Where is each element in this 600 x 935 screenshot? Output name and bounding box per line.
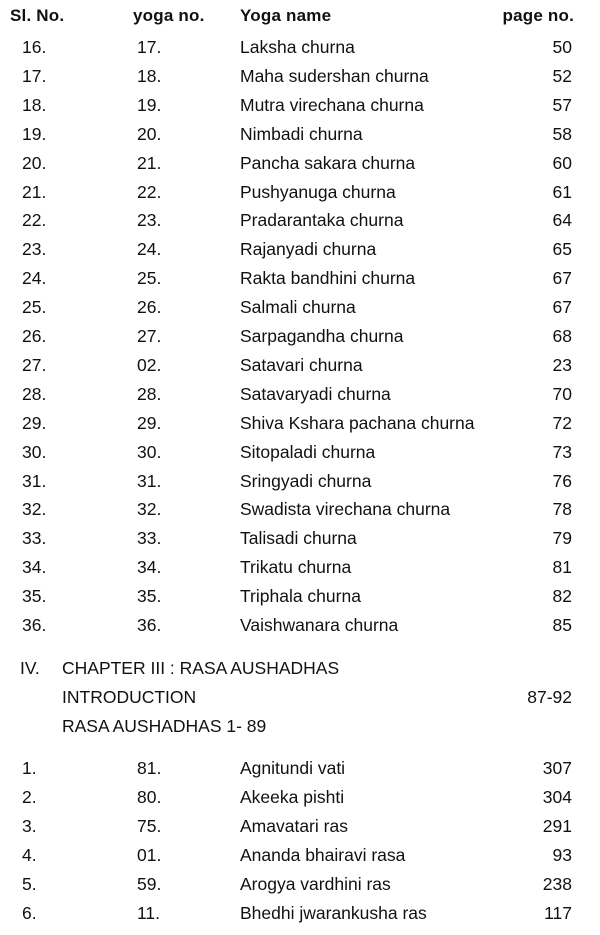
index-row [0, 210, 600, 239]
yoga-number: 81. [137, 758, 162, 778]
sl-number: 19. [22, 123, 47, 144]
sl-number: 24. [22, 268, 47, 289]
yoga-number: 21. [137, 152, 162, 173]
yoga-number: 25. [137, 268, 162, 289]
page-number: 23 [552, 354, 572, 375]
index-row [0, 182, 600, 211]
yoga-number: 28. [137, 383, 162, 404]
page-number: 73 [552, 441, 572, 462]
yoga-number: 30. [137, 441, 162, 462]
page-number: 67 [552, 268, 572, 289]
page-number: 70 [552, 383, 572, 404]
sl-number: 1. [22, 758, 37, 778]
index-row [0, 384, 600, 413]
sl-number: 34. [22, 557, 47, 578]
index-row [0, 758, 600, 787]
yoga-number: 01. [137, 845, 162, 865]
index-row [0, 297, 600, 326]
yoga-name: Satavari churna [240, 354, 363, 375]
yoga-number: 24. [137, 239, 162, 260]
page-number: 67 [552, 297, 572, 318]
yoga-name: Pancha sakara churna [240, 152, 416, 173]
index-row [0, 124, 600, 153]
sl-number: 2. [22, 787, 37, 807]
yoga-name: Salmali churna [240, 297, 356, 318]
page-number: 291 [542, 816, 572, 836]
sl-number: 18. [22, 94, 47, 115]
yoga-number: 22. [137, 181, 162, 202]
sl-number: 21. [22, 181, 47, 202]
sl-number: 20. [22, 152, 47, 173]
yoga-name: Ananda bhairavi rasa [240, 845, 406, 865]
yoga-name: Pushyanuga churna [240, 181, 396, 202]
yoga-number: 20. [137, 123, 162, 144]
sl-number: 25. [22, 297, 47, 318]
chapter-title: CHAPTER III : RASA AUSHADHAS [62, 658, 340, 678]
index-row [0, 413, 600, 442]
sl-number: 5. [22, 874, 37, 894]
index-row [0, 471, 600, 500]
sl-number: 17. [22, 65, 47, 86]
page-number: 72 [552, 412, 572, 433]
page-number: 304 [542, 787, 572, 807]
yoga-name: Agnitundi vati [240, 758, 346, 778]
yoga-number: 35. [137, 586, 162, 607]
index-row [0, 586, 600, 615]
yoga-name: Arogya vardhini ras [240, 874, 391, 894]
page-number: 58 [552, 123, 572, 144]
index-row [0, 615, 600, 644]
yoga-number: 34. [137, 557, 162, 578]
yoga-name: Nimbadi churna [240, 123, 363, 144]
yoga-number: 75. [137, 816, 162, 836]
yoga-number: 26. [137, 297, 162, 318]
index-row [0, 37, 600, 66]
page-number: 238 [542, 874, 572, 894]
yoga-name: Sarpagandha churna [240, 326, 404, 346]
yoga-name: Triphala churna [240, 586, 361, 607]
index-row [0, 442, 600, 471]
yoga-name: Satavaryadi churna [240, 383, 391, 404]
yoga-name: Amavatari ras [240, 816, 348, 836]
sl-number: 3. [22, 816, 37, 836]
sl-number: 29. [22, 412, 47, 433]
introduction-label: INTRODUCTION [62, 687, 197, 707]
yoga-number: 33. [137, 528, 162, 549]
header-yoga-no: yoga no. [133, 6, 205, 25]
yoga-name: Rajanyadi churna [240, 239, 377, 260]
header-sl-no: Sl. No. [10, 6, 65, 25]
sl-number: 4. [22, 845, 37, 865]
yoga-number: 18. [137, 65, 162, 86]
index-row [0, 816, 600, 845]
page-number: 93 [552, 845, 572, 865]
yoga-name: Swadista virechana churna [240, 499, 451, 520]
page-number: 82 [552, 586, 572, 607]
page-number: 85 [552, 615, 572, 635]
page-number: 65 [552, 239, 572, 260]
page-number: 64 [552, 210, 572, 231]
yoga-number: 02. [137, 354, 162, 375]
sl-number: 16. [22, 37, 47, 57]
yoga-number: 17. [137, 37, 162, 57]
yoga-number: 31. [137, 470, 162, 491]
yoga-name: Vaishwanara churna [240, 615, 399, 635]
yoga-number: 80. [137, 787, 162, 807]
page-number: 81 [552, 557, 572, 578]
index-row [0, 95, 600, 124]
yoga-name: Pradarantaka churna [240, 210, 404, 231]
sl-number: 27. [22, 354, 47, 375]
index-row [0, 499, 600, 528]
page-number: 117 [544, 903, 572, 923]
introduction-pages: 87-92 [527, 687, 572, 707]
yoga-number: 23. [137, 210, 162, 231]
sl-number: 33. [22, 528, 47, 549]
yoga-name: Talisadi churna [240, 528, 357, 549]
yoga-name: Mutra virechana churna [240, 94, 424, 115]
page-number: 307 [542, 758, 572, 778]
page-number: 79 [552, 528, 572, 549]
yoga-name: Sringyadi churna [240, 470, 372, 491]
sl-number: 6. [22, 903, 37, 923]
yoga-name: Shiva Kshara pachana churna [240, 412, 475, 433]
yoga-name: Sitopaladi churna [240, 441, 376, 462]
yoga-number: 32. [137, 499, 162, 520]
page-number: 61 [552, 181, 572, 202]
index-row [0, 66, 600, 95]
index-row [0, 903, 600, 932]
yoga-number: 29. [137, 412, 162, 433]
yoga-name: Akeeka pishti [240, 787, 345, 807]
header-page-no: page no. [502, 6, 574, 25]
page-number: 76 [552, 470, 572, 491]
yoga-name: Bhedhi jwarankusha ras [240, 903, 427, 923]
sl-number: 30. [22, 441, 47, 462]
page-number: 78 [552, 499, 572, 520]
index-row [0, 153, 600, 182]
page-number: 60 [552, 152, 572, 173]
sl-number: 28. [22, 383, 47, 404]
chapter-number: IV. [20, 658, 40, 678]
yoga-number: 11. [137, 903, 161, 923]
index-row [0, 355, 600, 384]
yoga-number: 59. [137, 874, 162, 894]
index-row [0, 845, 600, 874]
index-row [0, 557, 600, 586]
sl-number: 32. [22, 499, 47, 520]
index-row [0, 239, 600, 268]
index-row [0, 326, 600, 355]
sl-number: 31. [22, 470, 47, 491]
page-number: 68 [552, 326, 572, 346]
yoga-number: 19. [137, 94, 162, 115]
yoga-number: 36. [137, 615, 162, 635]
page-number: 52 [552, 65, 572, 86]
index-row [0, 787, 600, 816]
sl-number: 22. [22, 210, 47, 231]
header-yoga-name: Yoga name [240, 6, 332, 25]
yoga-name: Laksha churna [240, 37, 355, 57]
index-row [0, 528, 600, 557]
yoga-name: Rakta bandhini churna [240, 268, 416, 289]
yoga-number: 27. [137, 326, 162, 346]
sl-number: 23. [22, 239, 47, 260]
index-row [0, 268, 600, 297]
page-number: 57 [552, 94, 572, 115]
index-row [0, 874, 600, 903]
rasa-range-label: RASA AUSHADHAS 1- 89 [62, 716, 267, 736]
sl-number: 26. [22, 326, 47, 346]
sl-number: 36. [22, 615, 47, 635]
sl-number: 35. [22, 586, 47, 607]
yoga-name: Trikatu churna [240, 557, 352, 578]
yoga-name: Maha sudershan churna [240, 65, 429, 86]
page-number: 50 [552, 37, 572, 57]
